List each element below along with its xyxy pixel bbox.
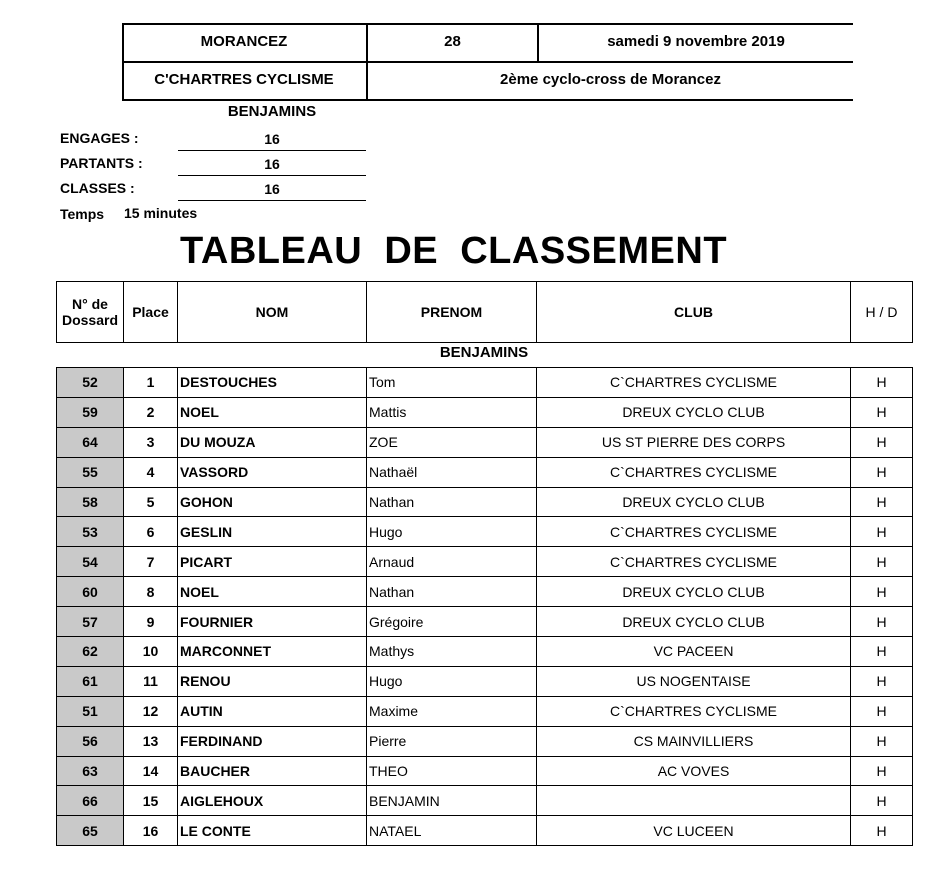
cell-place: 11 xyxy=(124,666,178,696)
cell-prenom: Maxime xyxy=(367,696,537,726)
table-row xyxy=(57,816,913,846)
cell-club: US ST PIERRE DES CORPS xyxy=(537,427,851,457)
temps-value: 15 minutes xyxy=(124,205,198,221)
cell-hd: H xyxy=(851,666,913,696)
cell-prenom: Nathan xyxy=(367,577,537,607)
cell-nom: BAUCHER xyxy=(178,756,367,786)
event-header xyxy=(122,23,853,101)
table-row xyxy=(57,756,913,786)
cell-nom: LE CONTE xyxy=(178,816,367,846)
cell-dossard: 52 xyxy=(57,368,124,398)
cell-dossard: 51 xyxy=(57,696,124,726)
table-row xyxy=(57,397,913,427)
col-dossard: N° de Dossard xyxy=(57,282,124,343)
cell-hd: H xyxy=(851,547,913,577)
cell-nom: PICART xyxy=(178,547,367,577)
cell-club: DREUX CYCLO CLUB xyxy=(537,607,851,637)
header-town: MORANCEZ xyxy=(200,33,288,50)
cell-prenom: Mathys xyxy=(367,637,537,667)
cell-club: VC LUCEEN xyxy=(537,816,851,846)
cell-hd: H xyxy=(851,427,913,457)
cell-club: C`CHARTRES CYCLISME xyxy=(537,517,851,547)
cell-dossard: 60 xyxy=(57,577,124,607)
cell-dossard: 54 xyxy=(57,547,124,577)
cell-nom: FOURNIER xyxy=(178,607,367,637)
cell-prenom: Arnaud xyxy=(367,547,537,577)
cell-dossard: 53 xyxy=(57,517,124,547)
cell-prenom: ZOE xyxy=(367,427,537,457)
cell-hd: H xyxy=(851,756,913,786)
cell-club: C`CHARTRES CYCLISME xyxy=(537,368,851,398)
col-club: CLUB xyxy=(537,282,851,343)
cell-club: DREUX CYCLO CLUB xyxy=(537,397,851,427)
cell-place: 10 xyxy=(124,637,178,667)
table-row xyxy=(57,726,913,756)
cell-nom: FERDINAND xyxy=(178,726,367,756)
cell-nom: AIGLEHOUX xyxy=(178,786,367,816)
cell-hd: H xyxy=(851,696,913,726)
cell-nom: RENOU xyxy=(178,666,367,696)
cell-hd: H xyxy=(851,786,913,816)
col-nom: NOM xyxy=(178,282,367,343)
cell-dossard: 66 xyxy=(57,786,124,816)
cell-hd: H xyxy=(851,397,913,427)
table-row xyxy=(57,517,913,547)
classes-value: 16 xyxy=(178,178,366,201)
cell-prenom: Hugo xyxy=(367,666,537,696)
col-hd: H / D xyxy=(851,282,913,343)
table-row xyxy=(57,427,913,457)
cell-place: 4 xyxy=(124,457,178,487)
table-row xyxy=(57,487,913,517)
section-label: BENJAMINS xyxy=(439,344,529,361)
cell-club: CS MAINVILLIERS xyxy=(537,726,851,756)
cell-nom: NOEL xyxy=(178,577,367,607)
cell-dossard: 58 xyxy=(57,487,124,517)
cell-nom: GOHON xyxy=(178,487,367,517)
cell-prenom: NATAEL xyxy=(367,816,537,846)
partants-label: PARTANTS : xyxy=(60,155,143,171)
cell-dossard: 65 xyxy=(57,816,124,846)
col-prenom: PRENOM xyxy=(367,282,537,343)
cell-place: 2 xyxy=(124,397,178,427)
cell-club: AC VOVES xyxy=(537,756,851,786)
cell-hd: H xyxy=(851,726,913,756)
engages-label: ENGAGES : xyxy=(60,130,139,146)
header-organizer: C'CHARTRES CYCLISME xyxy=(154,71,334,88)
cell-prenom: Grégoire xyxy=(367,607,537,637)
table-row xyxy=(57,666,913,696)
cell-nom: NOEL xyxy=(178,397,367,427)
cell-prenom: Mattis xyxy=(367,397,537,427)
cell-nom: AUTIN xyxy=(178,696,367,726)
cell-place: 5 xyxy=(124,487,178,517)
cell-hd: H xyxy=(851,577,913,607)
engages-value: 16 xyxy=(178,128,366,151)
cell-place: 12 xyxy=(124,696,178,726)
cell-prenom: BENJAMIN xyxy=(367,786,537,816)
header-date: samedi 9 novembre 2019 xyxy=(607,33,785,50)
cell-place: 14 xyxy=(124,756,178,786)
cell-dossard: 62 xyxy=(57,637,124,667)
cell-hd: H xyxy=(851,637,913,667)
cell-club: DREUX CYCLO CLUB xyxy=(537,577,851,607)
cell-prenom: Pierre xyxy=(367,726,537,756)
cell-club: C`CHARTRES CYCLISME xyxy=(537,696,851,726)
cell-place: 7 xyxy=(124,547,178,577)
cell-place: 1 xyxy=(124,368,178,398)
cell-nom: GESLIN xyxy=(178,517,367,547)
results-header xyxy=(56,281,913,343)
cell-place: 6 xyxy=(124,517,178,547)
cell-hd: H xyxy=(851,368,913,398)
cell-nom: MARCONNET xyxy=(178,637,367,667)
table-row xyxy=(57,577,913,607)
table-row xyxy=(57,696,913,726)
table-row xyxy=(57,547,913,577)
cell-place: 8 xyxy=(124,577,178,607)
cell-dossard: 63 xyxy=(57,756,124,786)
page-title: TABLEAU DE CLASSEMENT xyxy=(180,230,728,272)
cell-nom: DESTOUCHES xyxy=(178,368,367,398)
cell-nom: DU MOUZA xyxy=(178,427,367,457)
cell-place: 3 xyxy=(124,427,178,457)
classes-label: CLASSES : xyxy=(60,180,135,196)
table-row xyxy=(57,457,913,487)
cell-prenom: Tom xyxy=(367,368,537,398)
cell-hd: H xyxy=(851,457,913,487)
results-table xyxy=(56,367,913,846)
cell-prenom: Nathan xyxy=(367,487,537,517)
cell-club xyxy=(537,786,851,816)
cell-dossard: 59 xyxy=(57,397,124,427)
cell-place: 13 xyxy=(124,726,178,756)
cell-prenom: THEO xyxy=(367,756,537,786)
cell-prenom: Nathaël xyxy=(367,457,537,487)
table-row xyxy=(57,368,913,398)
table-row xyxy=(57,607,913,637)
cell-hd: H xyxy=(851,816,913,846)
table-row xyxy=(57,786,913,816)
cell-nom: VASSORD xyxy=(178,457,367,487)
col-place: Place xyxy=(124,282,178,343)
cell-dossard: 56 xyxy=(57,726,124,756)
partants-value: 16 xyxy=(178,153,366,176)
cell-prenom: Hugo xyxy=(367,517,537,547)
table-row xyxy=(57,637,913,667)
cell-dossard: 64 xyxy=(57,427,124,457)
temps-label: Temps xyxy=(60,206,105,222)
cell-place: 9 xyxy=(124,607,178,637)
cell-hd: H xyxy=(851,487,913,517)
cell-club: US NOGENTAISE xyxy=(537,666,851,696)
cell-club: C`CHARTRES CYCLISME xyxy=(537,547,851,577)
category-label: BENJAMINS xyxy=(227,103,317,120)
cell-dossard: 57 xyxy=(57,607,124,637)
cell-hd: H xyxy=(851,607,913,637)
cell-club: VC PACEEN xyxy=(537,637,851,667)
cell-dossard: 61 xyxy=(57,666,124,696)
header-dept: 28 xyxy=(444,33,461,50)
cell-dossard: 55 xyxy=(57,457,124,487)
cell-club: C`CHARTRES CYCLISME xyxy=(537,457,851,487)
cell-hd: H xyxy=(851,517,913,547)
header-event: 2ème cyclo-cross de Morancez xyxy=(500,71,721,88)
cell-place: 16 xyxy=(124,816,178,846)
cell-place: 15 xyxy=(124,786,178,816)
cell-club: DREUX CYCLO CLUB xyxy=(537,487,851,517)
